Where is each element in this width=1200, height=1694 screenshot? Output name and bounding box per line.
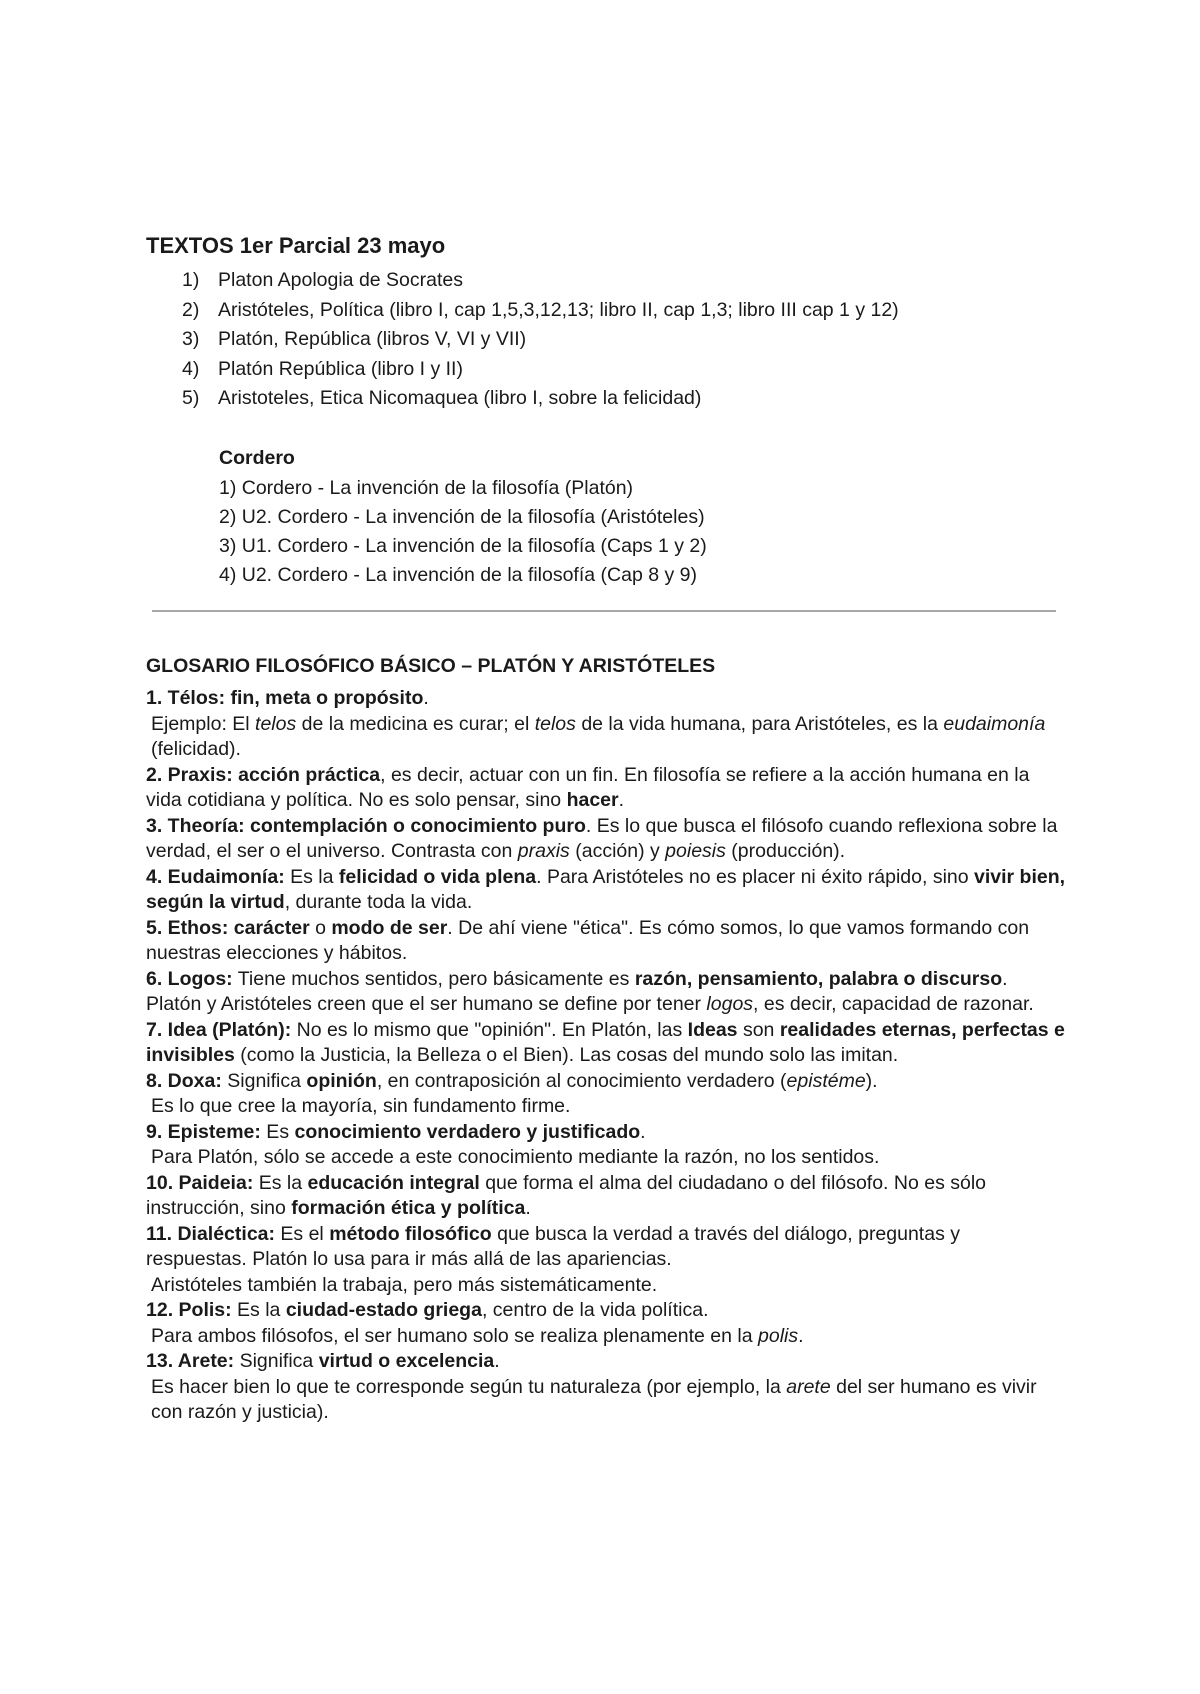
- text-run: . De ahí viene "ética". Es cómo somos, lo que vamos formando con nuestras elecciones y hábitos.: [146, 916, 1030, 964]
- text-run: . Para Aristóteles no es placer ni éxito rápido, sino: [536, 865, 975, 888]
- italic-text: telos: [534, 712, 576, 735]
- list-item: [146, 325, 899, 355]
- list-item: [146, 384, 899, 414]
- text-run: .: [618, 789, 625, 811]
- italic-text: logos: [706, 993, 754, 1015]
- list-text: Platón, República (libros V, VI y VII): [218, 328, 527, 350]
- text-run: de la vida humana, para Aristóteles, es la: [575, 712, 944, 735]
- list-number: 4): [182, 357, 200, 380]
- glossary-example: [146, 1324, 1066, 1350]
- glossary-entry: [146, 686, 1066, 712]
- text-run: . Platón y Aristóteles creen que el ser humano se define por tener: [146, 967, 1008, 1015]
- bold-text: método filosófico: [329, 1222, 492, 1245]
- bold-text: conocimiento verdadero y justificado: [294, 1120, 641, 1143]
- text-run: Es la: [231, 1299, 286, 1321]
- italic-text: epistéme: [786, 1069, 866, 1092]
- text-run: (acción) y: [569, 840, 666, 862]
- cordero-item: 1) Cordero - La invención de la filosofía (Platón): [219, 477, 634, 499]
- bold-text: hacer: [566, 789, 619, 811]
- bold-text: modo de ser: [331, 916, 448, 939]
- bold-text: Ideas: [687, 1018, 738, 1041]
- bold-text: 3. Theoría: contemplación o conocimiento puro: [146, 814, 586, 837]
- text-run: de la medicina es curar; el: [296, 712, 535, 735]
- glossary-entry: [146, 967, 1066, 1018]
- bold-text: realidades eternas, perfectas e invisibles: [146, 1018, 1065, 1066]
- texts-list: [146, 266, 899, 414]
- bold-text: 6. Logos:: [146, 967, 233, 990]
- glossary-entry: [146, 1222, 1066, 1273]
- cordero-heading: Cordero: [219, 447, 295, 469]
- italic-text: eudaimonía: [943, 712, 1046, 735]
- glossary-body: [146, 686, 1066, 1426]
- text-run: .: [798, 1324, 804, 1347]
- bold-text: 11. Dialéctica:: [146, 1222, 275, 1245]
- cordero-item: 3) U1. Cordero - La invención de la filosofía (Caps 1 y 2): [219, 535, 707, 557]
- list-number: 3): [182, 328, 200, 350]
- list-item: [146, 296, 899, 326]
- list-item: [146, 355, 899, 385]
- text-run: Tiene muchos sentidos, pero básicamente es: [232, 967, 635, 990]
- list-text: Platón República (libro I y II): [218, 357, 463, 380]
- glossary-entry: [146, 865, 1066, 916]
- bold-text: 13. Arete:: [146, 1350, 235, 1372]
- text-run: (como la Justicia, la Belleza o el Bien). Las cosas del mundo solo las imitan.: [234, 1044, 899, 1066]
- glossary-entry: [146, 1298, 1066, 1324]
- list-number: 1): [182, 269, 200, 291]
- bold-text: 4. Eudaimonía:: [146, 865, 285, 888]
- text-run: .: [640, 1120, 646, 1143]
- text-run: .: [525, 1197, 531, 1219]
- bold-text: 5. Ethos: carácter: [146, 916, 310, 939]
- bold-text: 7. Idea (Platón):: [146, 1018, 292, 1041]
- bold-text: vivir bien, según la virtud: [146, 865, 1066, 913]
- glossary-entry: [146, 1349, 1066, 1375]
- text-run: ).: [865, 1069, 878, 1092]
- text-run: Significa: [221, 1069, 307, 1092]
- bold-text: 10. Paideia:: [146, 1171, 254, 1194]
- bold-text: felicidad o vida plena: [338, 865, 537, 888]
- text-run: Es el: [275, 1222, 330, 1245]
- text-run: Es lo que cree la mayoría, sin fundamento firme.: [151, 1095, 571, 1117]
- text-run: Es: [260, 1120, 295, 1143]
- text-run: Ejemplo: El: [151, 712, 256, 735]
- cordero-item: 2) U2. Cordero - La invención de la filosofía (Aristóteles): [219, 506, 705, 528]
- list-item: [146, 266, 899, 296]
- glossary-example: [146, 1273, 1066, 1299]
- bold-text: opinión: [306, 1069, 377, 1092]
- text-run: , es decir, capacidad de razonar.: [753, 993, 1034, 1015]
- list-text: Aristóteles, Política (libro I, cap 1,5,3,12,13; libro II, cap 1,3; libro III cap 1 y 12): [218, 298, 899, 321]
- cordero-item: 4) U2. Cordero - La invención de la filosofía (Cap 8 y 9): [219, 564, 697, 586]
- text-run: (producción).: [725, 840, 846, 862]
- bold-text: educación integral: [307, 1171, 480, 1194]
- italic-text: polis: [758, 1324, 799, 1347]
- text-run: , en contraposición al conocimiento verdadero (: [376, 1069, 787, 1092]
- bold-text: 8. Doxa:: [146, 1069, 222, 1092]
- list-number: 5): [182, 387, 200, 409]
- text-run: Es la: [253, 1171, 308, 1194]
- text-run: .: [494, 1350, 500, 1372]
- text-run: (felicidad).: [151, 738, 241, 760]
- glossary-entry: [146, 916, 1066, 967]
- bold-text: 2. Praxis: acción práctica: [146, 763, 381, 786]
- text-run: Para ambos filósofos, el ser humano solo se realiza plenamente en la: [151, 1324, 759, 1347]
- bold-text: formación ética y política: [291, 1197, 526, 1219]
- text-run: que busca la verdad a través del diálogo, preguntas y respuestas. Platón lo usa para ir más allá de las apariencias.: [146, 1222, 960, 1270]
- bold-text: 12. Polis:: [146, 1299, 232, 1321]
- glossary-entry: [146, 763, 1066, 814]
- list-text: Aristoteles, Etica Nicomaquea (libro I, sobre la felicidad): [218, 387, 702, 409]
- text-run: Significa: [234, 1350, 319, 1372]
- text-run: son: [737, 1018, 780, 1041]
- list-text: Platon Apologia de Socrates: [218, 269, 464, 291]
- text-run: .: [423, 687, 429, 709]
- text-run: Es la: [284, 865, 339, 888]
- text-run: , es decir, actuar con un fin. En filosofía se refiere a la acción humana en la vida cotidiana y política. No es solo pensar, sino: [146, 763, 1030, 811]
- italic-text: arete: [786, 1375, 831, 1398]
- text-run: , durante toda la vida.: [284, 891, 473, 913]
- text-run: Es hacer bien lo que te corresponde según tu naturaleza (por ejemplo, la: [151, 1375, 787, 1398]
- text-run: , centro de la vida política.: [481, 1299, 709, 1321]
- text-run: Para Platón, sólo se accede a este conocimiento mediante la razón, no los sentidos.: [151, 1146, 880, 1168]
- page-title: TEXTOS 1er Parcial 23 mayo: [146, 233, 446, 258]
- bold-text: virtud o excelencia: [318, 1350, 495, 1372]
- text-run: o: [309, 916, 332, 939]
- glossary-entry: [146, 1171, 1066, 1222]
- glossary-entry: [146, 814, 1066, 865]
- glossary-example: [146, 1375, 1066, 1426]
- list-number: 2): [182, 298, 200, 321]
- text-run: que forma el alma del ciudadano o del filósofo. No es sólo instrucción, sino: [146, 1171, 987, 1219]
- glossary-example: [146, 1094, 1066, 1120]
- text-run: No es lo mismo que "opinión". En Platón, las: [291, 1018, 688, 1041]
- italic-text: telos: [255, 712, 297, 735]
- glossary-example: [146, 1145, 1066, 1171]
- glossary-entry: [146, 1120, 1066, 1146]
- italic-text: praxis: [517, 840, 570, 862]
- glossary-entry: [146, 1069, 1066, 1095]
- bold-text: 9. Episteme:: [146, 1120, 261, 1143]
- cordero-section: [219, 444, 707, 590]
- bold-text: razón, pensamiento, palabra o discurso: [634, 967, 1003, 990]
- glossary-example: [146, 712, 1066, 763]
- glossary-entry: [146, 1018, 1066, 1069]
- section-divider: [152, 610, 1056, 612]
- text-run: Aristóteles también la trabaja, pero más sistemáticamente.: [151, 1273, 658, 1296]
- bold-text: ciudad-estado griega: [285, 1299, 482, 1321]
- italic-text: poiesis: [665, 840, 726, 862]
- glossary-title: GLOSARIO FILOSÓFICO BÁSICO – PLATÓN Y ARISTÓTELES: [146, 655, 716, 677]
- text-run: del ser humano es vivir con razón y justicia).: [151, 1375, 1037, 1423]
- text-run: . Es lo que busca el filósofo cuando reflexiona sobre la verdad, el ser o el universo. Contrasta con: [146, 814, 1058, 862]
- bold-text: 1. Télos: fin, meta o propósito: [146, 687, 424, 709]
